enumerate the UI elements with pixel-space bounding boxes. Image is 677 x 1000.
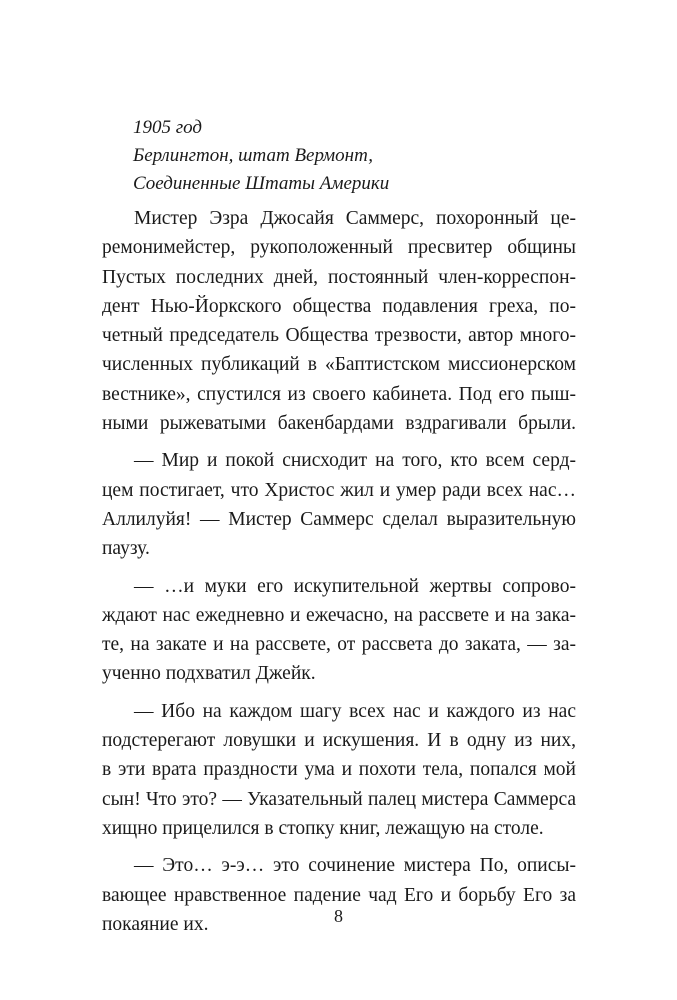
heading-place-line-1: Берлингтон, штат Вермонт, bbox=[133, 145, 374, 166]
text-line: покаяние их. bbox=[102, 913, 209, 935]
text-line: вающее нравственное падение чад Его и борьбу Его за bbox=[102, 884, 576, 906]
text-line: в эти врата праздности ума и похоти тела, попался мой bbox=[102, 759, 576, 781]
heading-place-line-2: Соединенные Штаты Америки bbox=[133, 173, 390, 194]
text-line: — Это… э-э… это сочинение мистера По, описы- bbox=[134, 855, 576, 877]
text-line: те, на закате и на рассвете, от рассвета до заката, — за- bbox=[102, 634, 576, 656]
text-line: — …и муки его искупительной жертвы сопрово- bbox=[134, 575, 576, 597]
paragraph-1 bbox=[102, 204, 576, 438]
chapter-heading bbox=[133, 114, 389, 198]
text-line: дент Нью-Йоркского общества подавления греха, по- bbox=[102, 295, 576, 317]
text-line: ремонимейстер, рукоположенный пресвитер общины bbox=[102, 237, 576, 259]
page-number: 8 bbox=[334, 906, 343, 926]
text-line: численных публикаций в «Баптистском миссионерском bbox=[102, 354, 576, 376]
paragraph-4 bbox=[102, 697, 576, 843]
text-line: подстерегают ловушки и искушения. И в одну из них, bbox=[102, 730, 576, 752]
text-line: ными рыжеватыми бакенбардами вздрагивали брыли. bbox=[102, 413, 576, 435]
text-line: ученно подхватил Джейк. bbox=[102, 663, 316, 685]
paragraph-2 bbox=[102, 446, 576, 563]
text-line: — Мир и покой снисходит на того, кто всем серд- bbox=[134, 450, 576, 472]
text-line: цем постигает, что Христос жил и умер ради всех нас… bbox=[102, 479, 576, 501]
text-line: Аллилуйя! — Мистер Саммерс сделал выразительную bbox=[102, 508, 576, 530]
text-line: сын! Что это? — Указательный палец мистера Саммерса bbox=[102, 788, 576, 810]
text-line: паузу. bbox=[102, 538, 150, 560]
text-line: хищно прицелился в стопку книг, лежащую на столе. bbox=[102, 817, 544, 839]
text-line: четный председатель Общества трезвости, автор много- bbox=[102, 325, 576, 347]
heading-year: 1905 год bbox=[133, 117, 203, 138]
text-line: вестнике», спустился из своего кабинета. Под его пыш- bbox=[102, 383, 576, 405]
text-line: Пустых последних дней, постоянный член-корреспон- bbox=[102, 266, 576, 288]
body-text bbox=[102, 204, 576, 947]
text-line: — Ибо на каждом шагу всех нас и каждого из нас bbox=[134, 700, 576, 722]
paragraph-3 bbox=[102, 572, 576, 689]
text-line: Мистер Эзра Джосайя Саммерс, похоронный це- bbox=[134, 208, 576, 229]
text-line: ждают нас ежедневно и ежечасно, на рассвете и на зака- bbox=[102, 604, 576, 626]
